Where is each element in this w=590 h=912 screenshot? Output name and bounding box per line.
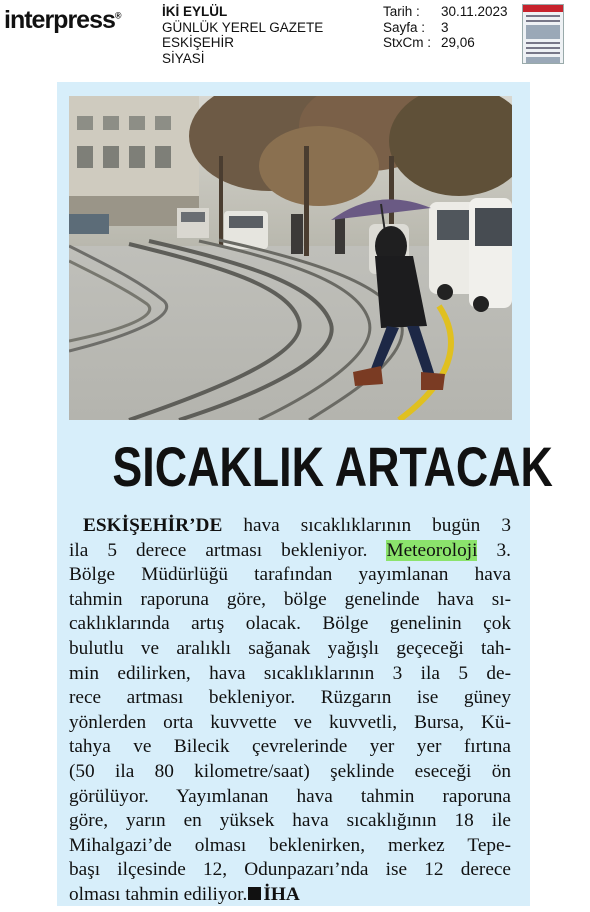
body-line: göre, yarın en yüksek hava sıcaklığının 18 ile bbox=[69, 810, 511, 832]
body-line: caklıklarında artış olacak. Bölge genelinin çok bbox=[69, 613, 511, 635]
publication-city: ESKİŞEHİR bbox=[162, 35, 235, 50]
body-line: başı ilçesinde 12, Odunpazarı’nda ise 12 derece bbox=[69, 859, 511, 881]
body-line: ila 5 derece artması bekleniyor. Meteoroloji 3. bbox=[69, 539, 511, 561]
body-line: ESKİŞEHİR’DE hava sıcaklıklarının bugün 3 bbox=[69, 514, 511, 539]
article-headline: SICAKLIK ARTACAK bbox=[112, 435, 553, 498]
body-line: tahya ve Bilecik çevrelerinde yer yer fırtına bbox=[69, 736, 511, 758]
page-label: Sayfa : bbox=[383, 19, 426, 35]
body-line: olması tahmin ediliyor. İHA bbox=[69, 883, 300, 905]
body-line: tahmin raporuna göre, bölge genelinde hava sı- bbox=[69, 588, 511, 610]
page-value: 3 bbox=[441, 19, 449, 35]
article-photo bbox=[69, 96, 512, 420]
interpress-logo bbox=[4, 8, 122, 33]
clipping-info bbox=[383, 4, 508, 51]
registered-mark: ® bbox=[114, 10, 122, 21]
size-value: 29,06 bbox=[441, 35, 475, 50]
body-line: Bölge Müdürlüğü tarafından yayımlanan hava bbox=[69, 564, 511, 586]
size-label: StxCm : bbox=[383, 35, 432, 50]
body-line: rece artması bekleniyor. Rüzgarın ise güney bbox=[69, 687, 511, 709]
body-line: yönlerden orta kuvvette ve kuvvetli, Bursa, Kü- bbox=[69, 711, 511, 733]
highlighted-term: Meteoroloji bbox=[386, 539, 478, 561]
body-line: bulutlu ve aralıklı sağanak yağışlı geçeceği tah- bbox=[69, 637, 511, 659]
logo-text: interpress bbox=[4, 6, 115, 34]
body-line: (50 ila 80 kilometre/saat) şeklinde eseceği ön bbox=[69, 760, 511, 782]
publication-type: GÜNLÜK YEREL GAZETE bbox=[162, 19, 324, 35]
body-line: Mihalgazi’de olması beklenirken, merkez Tepe- bbox=[69, 834, 511, 856]
publication-name: İKİ EYLÜL bbox=[162, 4, 228, 19]
newspaper-thumbnail[interactable] bbox=[522, 4, 564, 64]
publication-meta bbox=[162, 4, 323, 66]
publication-section: SİYASİ bbox=[162, 50, 205, 66]
dateline: ESKİŞEHİR’DE bbox=[83, 515, 223, 536]
date-label: Tarih : bbox=[383, 4, 420, 19]
end-mark-square bbox=[248, 887, 261, 900]
body-line: görülüyor. Yayımlanan hava tahmin raporuna bbox=[69, 785, 511, 807]
agency-credit: İHA bbox=[263, 883, 300, 905]
date-value: 30.11.2023 bbox=[441, 4, 508, 19]
article-body bbox=[69, 514, 511, 908]
body-line: min edilirken, hava sıcaklıklarının 3 ila 5 de- bbox=[69, 662, 511, 684]
